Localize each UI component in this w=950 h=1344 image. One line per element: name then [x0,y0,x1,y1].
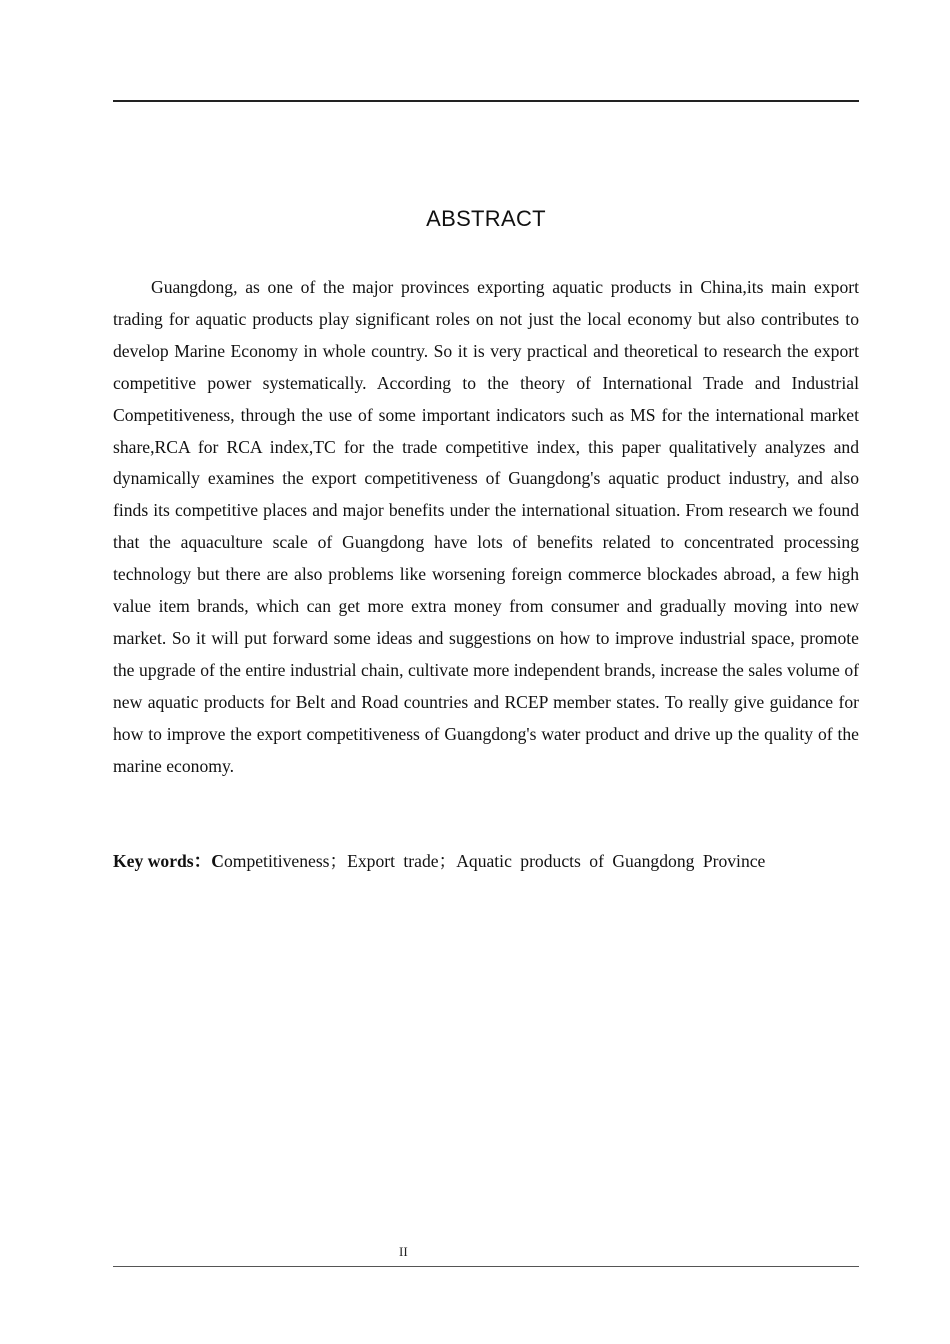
keyword-1-initial: C [211,851,224,871]
page-number: II [399,1244,408,1259]
keywords-label: Key words [113,851,194,871]
footer-rule [113,1266,859,1267]
keyword-2: Export trade [347,851,439,871]
abstract-body: Guangdong, as one of the major provinces exporting aquatic products in China,its main export trading for aquatic products play significant roles on not just the local economy but also contributes to develop Marine Economy in whole country. So it is very practical and theoretical to research the export competitive power systematically. According to the theory of International Trade and Industrial Competitiveness, through the use of some important indicators such as MS for the international market share,RCA for RCA index,TC for the trade competitive index, this paper qualitatively analyzes and dynamically examines the export competitiveness of Guangdong's aquatic product industry, and also finds its competitive places and major benefits under the international situation. From research we found that the aquaculture scale of Guangdong have lots of benefits related to concentrated processing technology but there are also problems like worsening foreign commerce blockades abroad, a few high value item brands, which can get more extra money from consumer and gradually moving into new market. So it will put forward some ideas and suggestions on how to improve industrial space, promote the upgrade of the entire industrial chain, cultivate more independent brands, increase the sales volume of new aquatic products for Belt and Road countries and RCEP member states. To really give guidance for how to improve the export competitiveness of Guangdong's water product and drive up the quality of the marine economy. [113,277,859,776]
keyword-3: Aquatic products of Guangdong Province [456,851,766,871]
keywords-line [113,846,859,878]
keyword-1-rest: ompetitiveness [223,851,330,871]
header-rule [113,100,859,102]
keywords-colon: ： [193,851,212,871]
keyword-separator-2: ； [438,851,457,871]
abstract-title: ABSTRACT [426,206,546,231]
keyword-separator-1: ； [329,851,348,871]
